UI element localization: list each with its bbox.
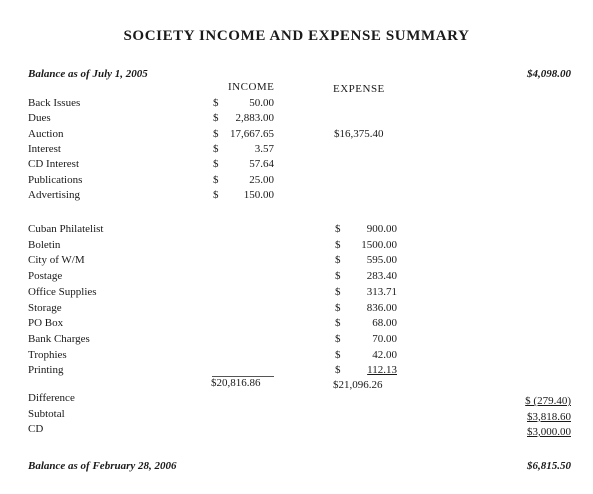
expense-row-label: Cuban Philatelist [28, 223, 104, 235]
income-row-amount: 2,883.00 [235, 112, 274, 125]
closing-balance-label: Balance as of February 28, 2006 [28, 460, 177, 472]
opening-balance-amount: $4,098.00 [527, 68, 571, 80]
expense-row-label: Office Supplies [28, 285, 97, 298]
expense-row-label: Trophies [28, 348, 67, 361]
income-row-label: Auction [28, 127, 64, 140]
expense-row-dollar: $ [335, 238, 341, 251]
income-row-amount: 17,667.65 [230, 127, 274, 140]
expense-row-dollar: $ [335, 270, 341, 283]
income-row-dollar: $ [213, 112, 219, 125]
income-header: INCOME [228, 81, 275, 93]
expense-row-label: Storage [28, 301, 62, 314]
income-row-amount: 150.00 [243, 188, 274, 201]
summary-row-amount: $3,818.60 [527, 410, 571, 423]
income-row-label: Advertising [28, 188, 80, 201]
expense-row-amount: 1500.00 [361, 238, 397, 251]
expense-row-dollar: $ [335, 332, 341, 345]
income-row-expense: $16,375.40 [334, 127, 384, 140]
income-total: $20,816.86 [211, 377, 261, 389]
opening-balance-label: Balance as of July 1, 2005 [28, 68, 148, 80]
expense-row-label: Boletin [28, 238, 61, 251]
expense-row-label: Postage [28, 270, 63, 283]
expense-row-label: Bank Charges [28, 332, 90, 345]
expense-row-dollar: $ [335, 254, 341, 267]
expense-row-amount: 283.40 [366, 270, 397, 283]
expense-row-dollar: $ [335, 285, 341, 298]
expense-row-dollar: $ [335, 364, 341, 377]
document-title: SOCIETY INCOME AND EXPENSE SUMMARY [123, 28, 470, 44]
income-row-dollar: $ [213, 127, 219, 140]
income-row-label: CD Interest [28, 158, 80, 171]
expense-total: $21,096.26 [333, 379, 383, 391]
income-row-amount: 57.64 [249, 158, 274, 171]
expense-row-amount: 595.00 [366, 254, 397, 267]
income-row-amount: 3.57 [254, 142, 274, 155]
expense-row-dollar: $ [335, 223, 341, 235]
expense-row-amount: 313.71 [366, 285, 397, 298]
summary-row-label: Difference [28, 392, 75, 404]
expense-row-dollar: $ [335, 348, 341, 361]
summary-row-label: CD [28, 423, 44, 435]
expense-row-amount: 836.00 [366, 301, 397, 314]
income-row-label: Interest [28, 142, 61, 155]
income-row-label: Back Issues [28, 97, 81, 109]
expense-row-amount: 70.00 [372, 332, 397, 345]
summary-row-amount: $3,000.00 [527, 426, 571, 438]
expense-row-label: Printing [28, 364, 64, 377]
income-row-dollar: $ [213, 188, 219, 201]
expense-row-label: PO Box [28, 317, 64, 330]
closing-balance-amount: $6,815.50 [527, 460, 571, 472]
income-row-amount: 25.00 [249, 173, 274, 186]
expense-row-amount: 42.00 [372, 348, 397, 361]
expense-row-amount: 112.13 [367, 364, 397, 377]
expense-row-label: City of W/M [28, 254, 85, 267]
income-row-amount: 50.00 [249, 97, 274, 109]
income-row-dollar: $ [213, 173, 219, 186]
expense-row-dollar: $ [335, 317, 341, 330]
expense-row-dollar: $ [335, 301, 341, 314]
summary-row-amount: $ (279.40) [525, 395, 571, 407]
income-row-label: Dues [28, 112, 51, 125]
expense-row-amount: 68.00 [372, 317, 397, 330]
income-row-dollar: $ [213, 142, 219, 155]
income-row-dollar: $ [213, 97, 219, 109]
expense-row-amount: 900.00 [366, 223, 397, 235]
income-row-label: Publications [28, 173, 83, 186]
expense-header: EXPENSE [333, 83, 385, 95]
income-row-dollar: $ [213, 158, 219, 171]
summary-row-label: Subtotal [28, 407, 65, 420]
